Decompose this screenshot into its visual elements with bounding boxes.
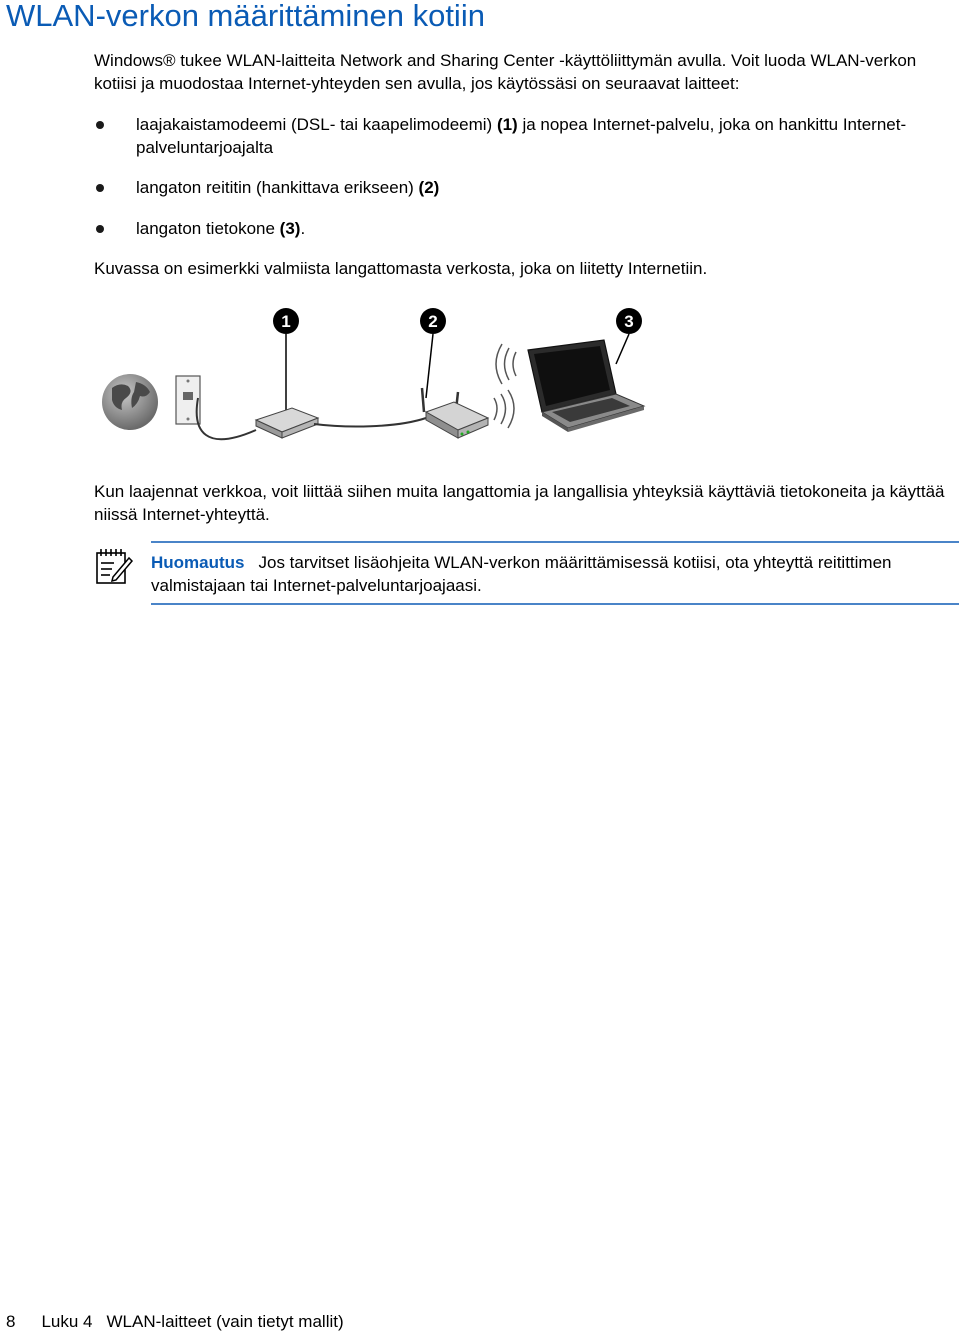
callout-1 — [273, 308, 299, 334]
callout-number: 1 — [281, 312, 291, 331]
chapter-label: Luku 4 — [41, 1312, 93, 1331]
callout-ref: (2) — [418, 178, 440, 197]
list-item-text: ja nopea Internet-palvelu, joka on hankittu Internet-palveluntarjoajalta — [136, 115, 907, 157]
list-item — [94, 113, 960, 159]
bullet-icon — [96, 184, 104, 192]
note-bottom-rule — [151, 603, 959, 605]
intro-paragraph: Windows® tukee WLAN-laitteita Network and Sharing Center -käyttöliittymän avulla. Voit luoda WLAN-verkon kotiisi ja muodostaa Internet-yhteyden sen avulla, jos käytössäsi on seuraavat laitteet: — [94, 51, 917, 93]
callout-3 — [616, 308, 642, 334]
laptop-icon — [528, 340, 644, 432]
router-icon — [422, 388, 488, 438]
note-icon — [94, 546, 134, 586]
list-item — [94, 217, 960, 240]
list-item-text: langaton tietokone — [136, 219, 280, 238]
bullet-icon — [96, 121, 104, 129]
note-text: Jos tarvitset lisäohjeita WLAN-verkon määrittämisessä kotiisi, ota yhteyttä reitittimen valmistajaan tai Internet-palveluntarjoajaasi. — [151, 553, 892, 595]
list-item-text: laajakaistamodeemi (DSL- tai kaapelimodeemi) — [136, 115, 497, 134]
network-diagram — [96, 302, 656, 452]
wireless-signal-icon — [496, 344, 516, 384]
note-callout — [151, 551, 959, 597]
page-number: 8 — [6, 1312, 16, 1331]
modem-icon — [256, 408, 318, 438]
list-item — [94, 176, 960, 199]
list-item-text: . — [300, 219, 306, 238]
bullet-icon — [96, 225, 104, 233]
globe-icon — [102, 374, 158, 430]
page-footer — [6, 1312, 358, 1332]
figure-caption: Kuvassa on esimerkki valmiista langattomasta verkosta, joka on liitetty Internetiin. — [94, 259, 708, 278]
callout-2 — [420, 308, 446, 334]
callout-ref: (1) — [496, 115, 518, 134]
note-label: Huomautus — [151, 553, 245, 572]
callout-number: 3 — [624, 312, 634, 331]
note-top-rule — [151, 541, 959, 543]
list-item-text: langaton reititin (hankittava erikseen) — [136, 178, 419, 197]
wireless-signal-icon — [494, 390, 514, 428]
callout-number: 2 — [428, 312, 438, 331]
body-paragraph: Kun laajennat verkkoa, voit liittää siihen muita langattomia ja langallisia yhteyksiä käyttäviä tietokoneita ja käyttää niissä Internet-yhteyttä. — [94, 482, 945, 524]
callout-ref: (3) — [279, 219, 301, 238]
page-title: WLAN-verkon määrittäminen kotiin — [6, 0, 485, 33]
chapter-title: WLAN-laitteet (vain tietyt mallit) — [106, 1312, 344, 1331]
